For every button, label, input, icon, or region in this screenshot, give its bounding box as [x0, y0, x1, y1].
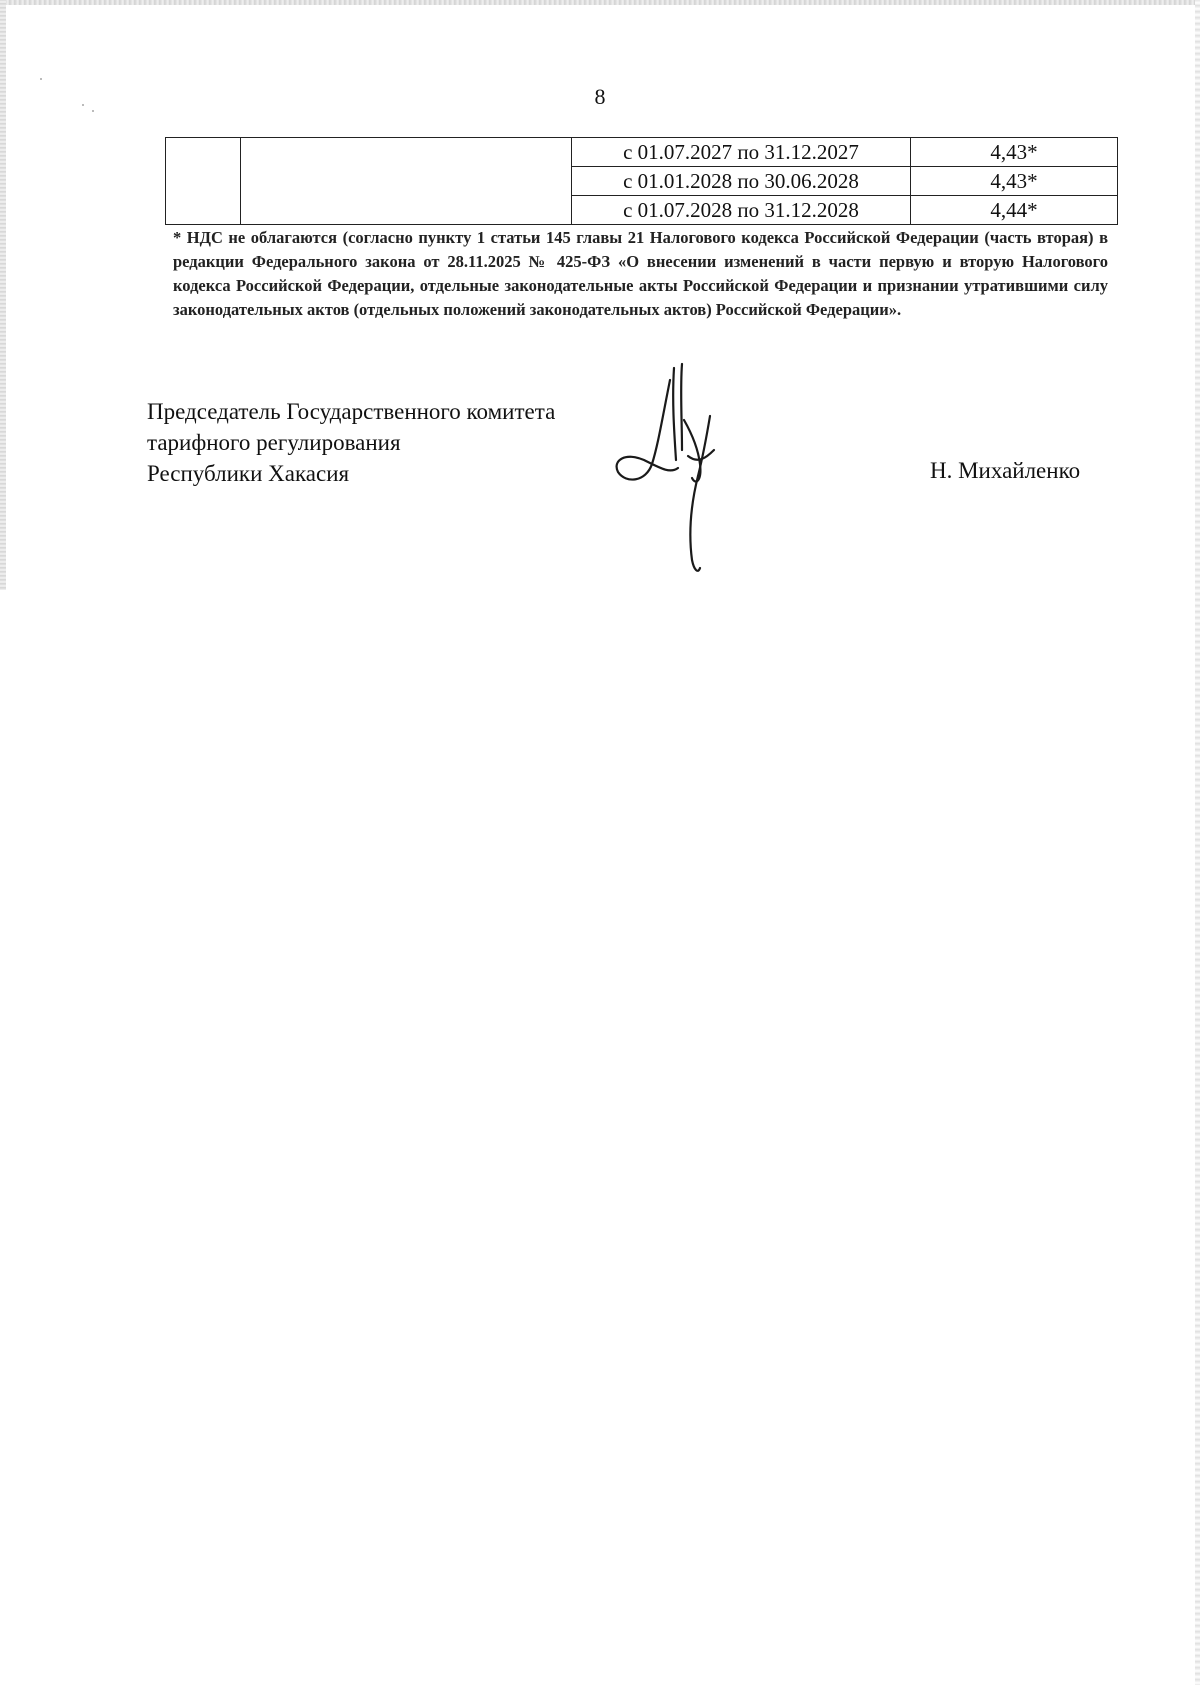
page-number: 8: [594, 84, 606, 109]
scan-edge-right: [1195, 0, 1200, 1685]
table-cell-value: 4,44*: [911, 196, 1118, 225]
vat-footnote: * НДС не облагаются (согласно пункту 1 статьи 145 главы 21 Налогового кодекса Российской Федерации (часть вторая) в редакции Федерального закона от 28.11.2025 № 425-ФЗ «О внесении изменений в части первую и вторую Налогового кодекса Российской Федерации, отдельные законодательные акты Российской Федерации и признании утратившими силу законодательных актов (отдельных положений законодательных актов) Российской Федерации».: [173, 228, 1108, 319]
table-cell-period: с 01.07.2027 по 31.12.2027: [572, 138, 911, 167]
table-row: [166, 138, 1118, 167]
handwritten-signature: [612, 360, 762, 590]
table-cell-period: с 01.07.2028 по 31.12.2028: [572, 196, 911, 225]
signatory-title: [147, 396, 555, 489]
table-cell-number: [166, 138, 241, 225]
table-cell-name: [241, 138, 572, 225]
table-cell-period: с 01.01.2028 по 30.06.2028: [572, 167, 911, 196]
signatory-title-line: Республики Хакасия: [147, 461, 350, 486]
tariff-table: [165, 137, 1118, 225]
scan-speck: [40, 78, 42, 80]
signatory-title-line: тарифного регулирования: [147, 430, 401, 455]
signer-name: Н. Михайленко: [930, 458, 1081, 483]
signatory-title-line: Председатель Государственного комитета: [147, 399, 556, 424]
scan-speck: [92, 110, 94, 112]
scan-edge-top: [0, 0, 1200, 5]
table-cell-value: 4,43*: [911, 167, 1118, 196]
table-cell-value: 4,43*: [911, 138, 1118, 167]
